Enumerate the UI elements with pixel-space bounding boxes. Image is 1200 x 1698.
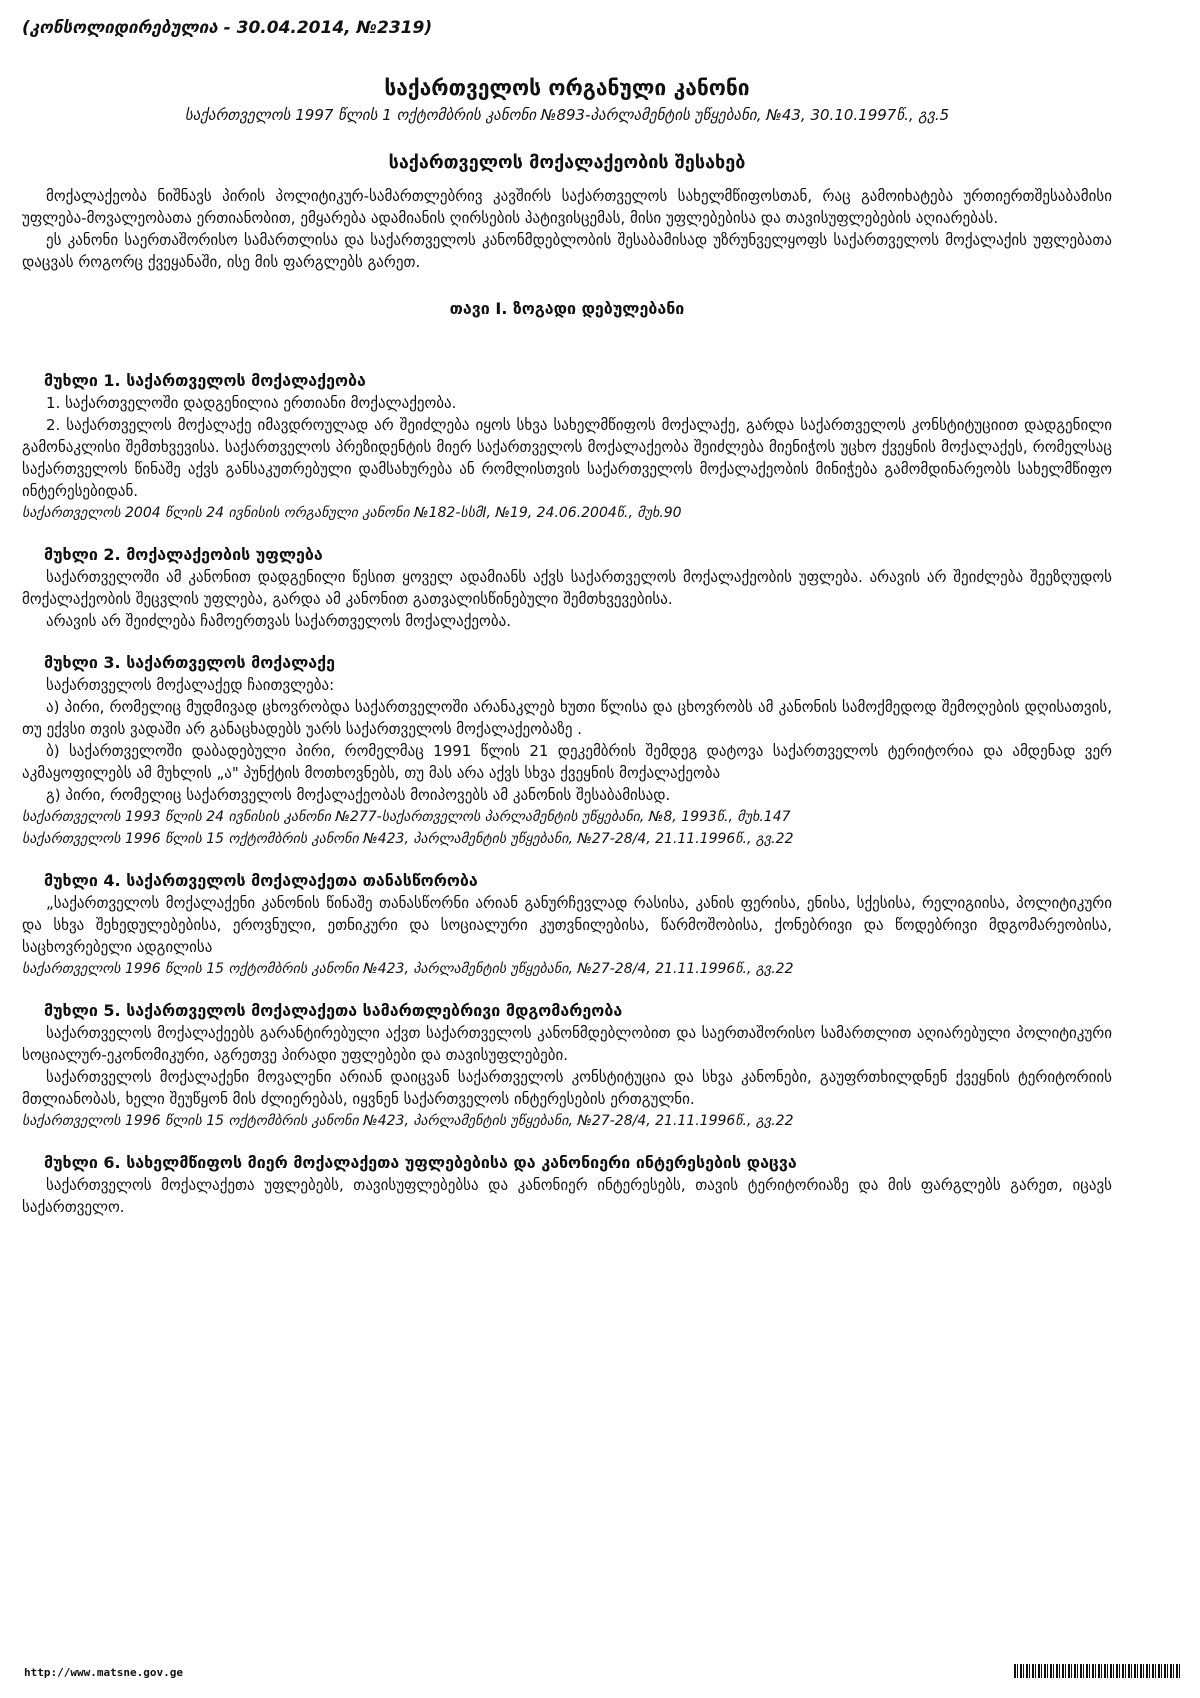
article-paragraph: საქართველოს მოქალაქეებს გარანტირებული აქვთ საქართველოს კანონმდებლობით და საერთაშორისო სამართლით აღიარებული პოლიტიკური სოციალურ-ეკონომიკური, აგრეთვე პირადი უფლებები და თავისუფლებები.: [22, 1024, 1112, 1064]
law-title: საქართველოს ორგანული კანონი: [384, 76, 750, 100]
law-source: საქართველოს 1997 წლის 1 ოქტომბრის კანონი №893-პარლამენტის უწყებანი, №43, 30.10.1997წ., გვ.5: [184, 106, 950, 124]
article-title: მუხლი 5. საქართველოს მოქალაქეთა სამართლებრივი მდგომარეობა: [44, 1001, 623, 1020]
amendment-source: საქართველოს 2004 წლის 24 ივნისის ორგანული კანონი №182-სსმI, №19, 24.06.2004წ., მუხ.90: [22, 505, 682, 521]
article-4: [22, 870, 1112, 980]
preamble-paragraph: მოქალაქეობა ნიშნავს პირის პოლიტიკურ-სამართლებრივ კავშირს საქართველოს სახელმწიფოსთან, რაც გამოიხატება ურთიერთშესაბამისი უფლება-მოვალეობათა ერთიანობით, ემყარება ადამიანის ღირსების პატივისცემას, მისი უფლებებისა და თავისუფლებების აღიარებას.: [22, 187, 1112, 227]
article-title: მუხლი 6. სახელმწიფოს მიერ მოქალაქეთა უფლებებისა და კანონიერი ინტერესების დაცვა: [44, 1153, 797, 1172]
law-name: საქართველოს მოქალაქეობის შესახებ: [388, 152, 746, 173]
amendment-source: საქართველოს 1996 წლის 15 ოქტომბრის კანონი №423, პარლამენტის უწყებანი, №27-28/4, 21.11.1996წ., გვ.22: [22, 961, 794, 977]
article-paragraph: 1. საქართველოში დადგენილია ერთიანი მოქალაქეობა.: [46, 394, 457, 412]
amendment-source: საქართველოს 1996 წლის 15 ოქტომბრის კანონი №423, პარლამენტის უწყებანი, №27-28/4, 21.11.1996წ., გვ.22: [22, 831, 794, 847]
barcode-icon: [1014, 1664, 1182, 1678]
article-5: [22, 1000, 1112, 1132]
consolidation-note: (კონსოლიდირებულია - 30.04.2014, №2319): [22, 18, 433, 38]
amendment-source: საქართველოს 1993 წლის 24 ივნისის კანონი №277-საქართველოს პარლამენტის უწყებანი, №8, 1993წ., მუხ.147: [22, 809, 791, 825]
document-page: [22, 18, 1112, 1238]
article-paragraph: ბ) საქართველოში დაბადებული პირი, რომელმაც 1991 წლის 21 დეკემბრის შემდეგ დატოვა საქართველოს ტერიტორია და ამდენად ვერ აკმაყოფილებს ამ მუხლის „ა" პუნქტის მოთხოვნებს, თუ მას არა აქვს სხვა ქვეყნის მოქალაქეობა: [22, 742, 1112, 782]
article-title: მუხლი 1. საქართველოს მოქალაქეობა: [44, 371, 366, 390]
article-paragraph: გ) პირი, რომელიც საქართველოს მოქალაქეობას მოიპოვებს ამ კანონის შესაბამისად.: [46, 786, 671, 804]
article-title: მუხლი 3. საქართველოს მოქალაქე: [44, 653, 335, 672]
article-1: [22, 370, 1112, 524]
preamble-paragraph: ეს კანონი საერთაშორისო სამართლისა და საქართველოს კანონმდებლობის შესაბამისად უზრუნველყოფს საქართველოს მოქალაქის უფლებათა დაცვას როგორც ქვეყანაში, ისე მის ფარგლებს გარეთ.: [22, 231, 1112, 271]
article-title: მუხლი 2. მოქალაქეობის უფლება: [44, 545, 323, 564]
article-title: მუხლი 4. საქართველოს მოქალაქეთა თანასწორობა: [44, 871, 478, 890]
article-paragraph: არავის არ შეიძლება ჩამოერთვას საქართველოს მოქალაქეობა.: [46, 612, 511, 630]
article-paragraph: ა) პირი, რომელიც მუდმივად ცხოვრობდა საქართველოში არანაკლებ ხუთი წლისა და ცხოვრობს ამ კანონის სამოქმედოდ შემოღების დღისათვის, თუ ექვსი თვის ვადაში არ განაცხადებს უარს საქართველოს მოქალაქეობაზე .: [22, 698, 1112, 738]
preamble: [22, 185, 1112, 273]
article-6: [22, 1152, 1112, 1218]
article-paragraph: „საქართველოს მოქალაქენი კანონის წინაშე თანასწორნი არიან განურჩევლად რასისა, კანის ფერისა, ენისა, სქესისა, რელიგიისა, პოლიტიკური და სხვა შეხედულებებისა, ეროვნული, ეთნიკური და სოციალური კუთვნილებისა, წარმოშობისა, ქონებრივი და წოდებრივი მდგომარეობისა, საცხოვრებელი ადგილისა: [22, 894, 1112, 956]
amendment-source: საქართველოს 1996 წლის 15 ოქტომბრის კანონი №423, პარლამენტის უწყებანი, №27-28/4, 21.11.1996წ., გვ.22: [22, 1113, 794, 1129]
article-3: [22, 652, 1112, 850]
article-paragraph: საქართველოს მოქალაქეთა უფლებებს, თავისუფლებებსა და კანონიერ ინტერესებს, თავის ტერიტორიაზე და მის ფარგლებს გარეთ, იცავს საქართველო.: [22, 1176, 1112, 1216]
footer-url: http://www.matsne.gov.ge: [24, 1666, 183, 1679]
article-paragraph: საქართველოში ამ კანონით დადგენილი წესით ყოველ ადამიანს აქვს საქართველოს მოქალაქეობის უფლება. არავის არ შეიძლება შეეზღუდოს მოქალაქეობის შეცვლის უფლება, გარდა ამ კანონით გათვალისწინებული შემთხვევებისა.: [22, 568, 1112, 608]
article-2: [22, 544, 1112, 632]
article-paragraph: საქართველოს მოქალაქენი მოვალენი არიან დაიცვან საქართველოს კონსტიტუცია და სხვა კანონები, გაუფრთხილდნენ ქვეყნის ტერიტორიის მთლიანობას, ხელი შეუწყონ მის ძლიერებას, იყვნენ საქართველოს ინტერესების ერთგულნი.: [22, 1068, 1112, 1108]
article-paragraph: 2. საქართველოს მოქალაქე იმავდროულად არ შეიძლება იყოს სხვა სახელმწიფოს მოქალაქე, გარდა საქართველოს კონსტიტუციით დადგენილი გამონაკლისი შემთხვევისა. საქართველოს პრეზიდენტის მიერ საქართველოს მოქალაქეობა შეიძლება მიენიჭოს უცხო ქვეყნის მოქალაქეს, რომელსაც საქართველოს წინაშე აქვს განსაკუთრებული დამსახურება ან რომლისთვის საქართველოს მოქალაქეობის მინიჭება გამომდინარეობს სახელმწიფო ინტერესებიდან.: [22, 416, 1112, 500]
chapter-title: თავი I. ზოგადი დებულებანი: [449, 299, 685, 318]
article-paragraph: საქართველოს მოქალაქედ ჩაითვლება:: [46, 676, 335, 694]
